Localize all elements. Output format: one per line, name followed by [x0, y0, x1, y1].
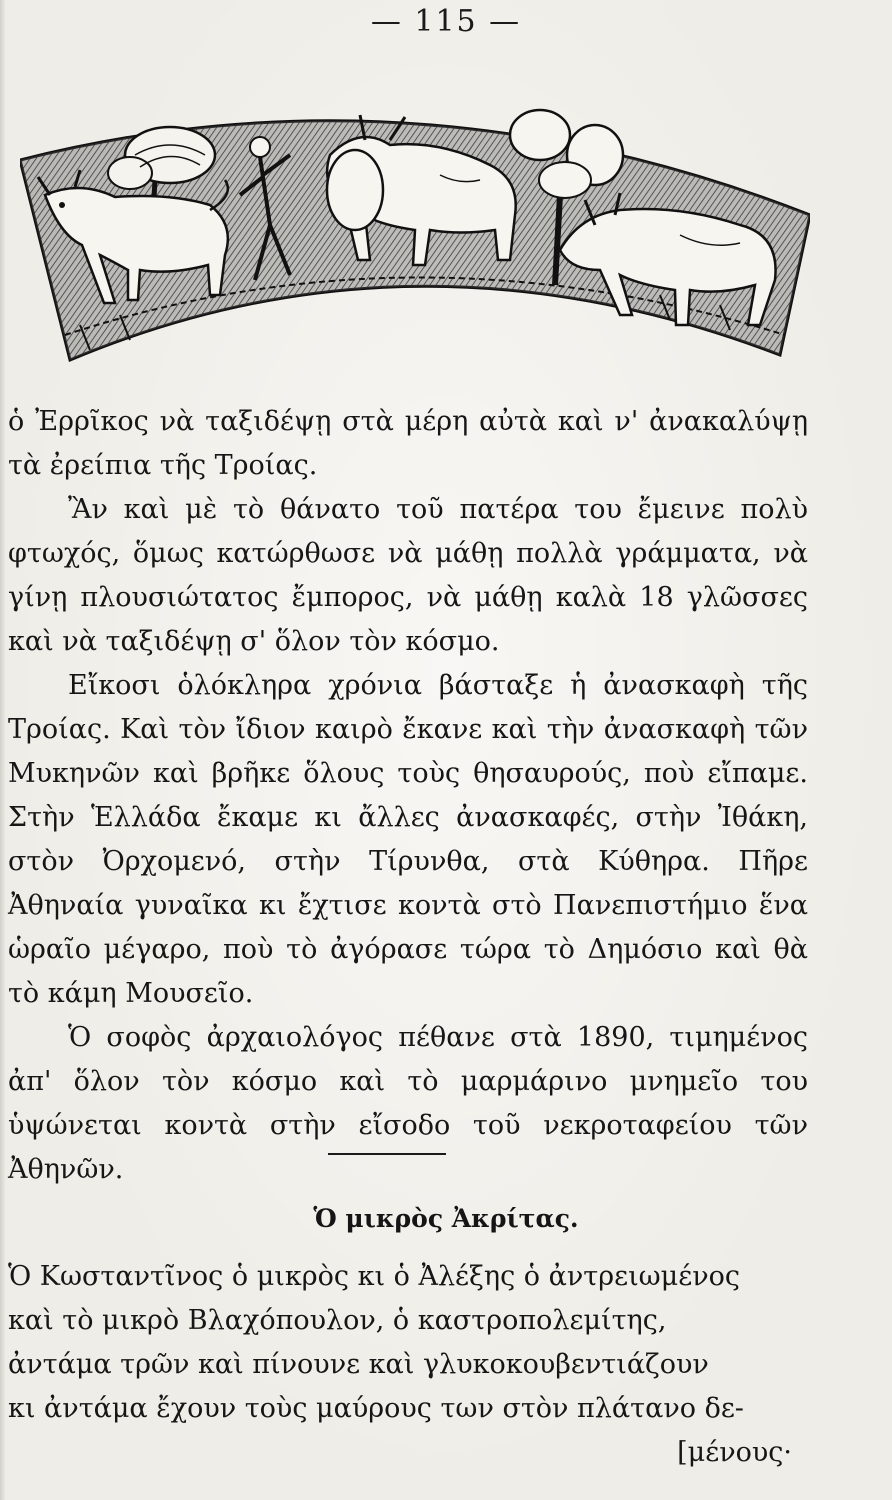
poem-line: κι ἀντάμα ἔχουν τοὺς μαύρους των στὸν πλάτανο δε- [8, 1393, 744, 1424]
paragraph: Ἂν καὶ μὲ τὸ θάνατο τοῦ πατέρα του ἔμεινε πολὺ φτωχός, ὅμως κατώρθωσε νὰ μάθῃ πολλὰ γράμματα, νὰ γίνῃ πλουσιώτατος ἔμπορος, νὰ μάθῃ καλὰ 18 γλῶσσες καὶ νὰ ταξιδέψῃ σ' ὅλον τὸν κόσμο. [8, 494, 808, 657]
engraved-frieze-illustration [20, 85, 810, 385]
body-text [8, 400, 808, 1192]
section-title: Ὁ μικρὸς Ἀκρίτας. [313, 1204, 579, 1233]
poem-line: καὶ τὸ μικρὸ Βλαχόπουλον, ὁ καστροπολεμίτης, [8, 1305, 667, 1336]
poem-line: ἀντάμα τρῶν καὶ πίνουνε καὶ γλυκοκουβεντιάζουν [8, 1349, 709, 1380]
paragraph: Ὁ σοφὸς ἀρχαιολόγος πέθανε στὰ 1890, τιμημένος ἀπ' ὅλον τὸν κόσμο καὶ τὸ μαρμάρινο μνημεῖο του ὑψώνεται κοντὰ στὴν εἴσοδο τοῦ νεκροταφείου τῶν Ἀθηνῶν. [8, 1022, 808, 1185]
paragraph-continued: ὁ Ἐρρῖκος νὰ ταξιδέψῃ στὰ μέρη αὐτὰ καὶ ν' ἀνακαλύψῃ τὰ ἐρείπια τῆς Τροίας. [8, 406, 808, 481]
poem-line-continuation: [μένους· [677, 1437, 792, 1468]
paragraph: Εἴκοσι ὁλόκληρα χρόνια βάσταξε ἡ ἀνασκαφὴ τῆς Τροίας. Καὶ τὸν ἴδιον καιρὸ ἔκανε καὶ τὴν ἀνασκαφὴ τῶν Μυκηνῶν καὶ βρῆκε ὅλους τοὺς θησαυρούς, ποὺ εἴπαμε. Στὴν Ἑλλάδα ἔκαμε κι ἄλλες ἀνασκαφές, στὴν Ἰθάκη, στὸν Ὀρχομενό, στὴν Τίρυνθα, στὰ Κύθηρα. Πῆρε Ἀθηναία γυναῖκα κι ἔχτισε κοντὰ στὸ Πανεπιστήμιο ἕνα ὡραῖο μέγαρο, ποὺ τὸ ἀγόρασε τώρα τὸ Δημόσιο καὶ θὰ τὸ κάμη Μουσεῖο. [8, 670, 808, 1009]
section-divider [328, 1153, 446, 1155]
page-edge-shadow [0, 0, 6, 1500]
page-number: — 115 — [370, 4, 522, 39]
poem-text [8, 1255, 808, 1475]
poem-line: Ὁ Κωσταντῖνος ὁ μικρὸς κι ὁ Ἀλέξης ὁ ἀντρειωμένος [8, 1261, 741, 1292]
